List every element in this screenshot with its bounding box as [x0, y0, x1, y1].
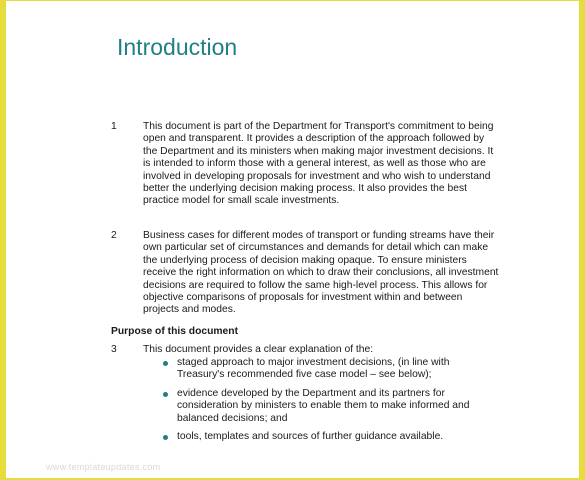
list-item	[159, 357, 499, 382]
list-item	[159, 431, 499, 443]
paragraph-text: Business cases for different modes of transport or funding streams have their own particular set of circumstances and demands for detail which can make the underlying process of decision making opaque. To ensure ministers receive the right information on which to draw their conclusions, all investment decisions are required to follow the same high-level process. This allows for objective comparisons of proposals for investment within and between projects and modes.	[143, 230, 499, 316]
paragraph-text: This document is part of the Department for Transport's commitment to being open and transparent. It provides a description of the approach followed by the Department and its ministers when making major investment decisions. It is intended to inform those with a general interest, as well as those who are involved in developing proposals for investment and who wish to understand better the underlying decision making process. It also provides the best practice model for small scale investments.	[143, 121, 494, 207]
paragraph-3	[111, 344, 501, 356]
bullet-icon	[163, 392, 168, 397]
page-title: Introduction	[117, 34, 238, 60]
bullet-icon	[163, 435, 168, 440]
paragraph-number: 3	[111, 344, 117, 355]
paragraph-2	[111, 230, 501, 317]
watermark: www.templateupdates.com	[46, 462, 161, 472]
paragraph-1	[111, 121, 501, 208]
list-item-text: tools, templates and sources of further guidance available.	[177, 431, 444, 443]
paragraph-number: 2	[111, 230, 117, 241]
list-item	[159, 388, 499, 425]
list-item-text: staged approach to major investment decisions, (in line with Treasury's recommended five case model – see below);	[177, 357, 450, 381]
list-item-text: evidence developed by the Department and its partners for consideration by ministers to enable them to make informed and balanced decisions; and	[177, 387, 470, 424]
paragraph-text: This document provides a clear explanation of the:	[143, 344, 374, 355]
paragraph-number: 1	[111, 121, 117, 132]
section-heading: Purpose of this document	[111, 326, 239, 337]
bullet-list	[159, 357, 499, 449]
bullet-icon	[163, 361, 168, 366]
